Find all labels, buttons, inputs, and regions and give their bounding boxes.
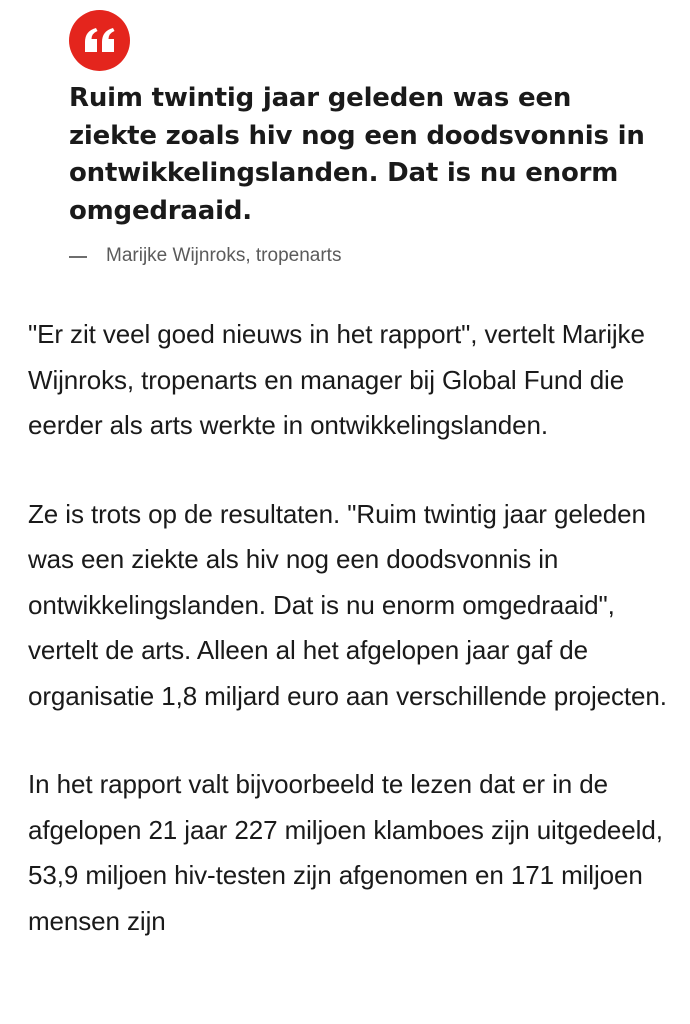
quote-marks-icon — [69, 10, 130, 71]
attribution-dash — [69, 256, 87, 258]
article-body — [28, 312, 678, 987]
article-paragraph: In het rapport valt bijvoorbeeld te lezen dat er in de afgelopen 21 jaar 227 miljoen klamboes zijn uitgedeeld, 53,9 miljoen hiv-testen zijn afgenomen en 171 miljoen mensen zijn — [28, 769, 663, 936]
attribution-text: Marijke Wijnroks, tropenarts — [106, 245, 342, 266]
quote-attribution — [69, 242, 341, 270]
quote-text: Ruim twintig jaar geleden was een ziekte zoals hiv nog een doodsvonnis in ontwikkelingslanden. Dat is nu enorm omgedraaid. — [69, 83, 645, 226]
article-paragraph: Ze is trots op de resultaten. "Ruim twintig jaar geleden was een ziekte als hiv nog een doodsvonnis in ontwikkelingslanden. Dat is nu enorm omgedraaid", vertelt de arts. Alleen al het afgelopen jaar gaf de organisatie 1,8 miljard euro aan verschillende projecten. — [28, 498, 667, 711]
article-paragraph: "Er zit veel goed nieuws in het rapport", vertelt Marijke Wijnroks, tropenarts en manager bij Global Fund die eerder als arts werkte in ontwikkelingslanden. — [28, 319, 645, 440]
